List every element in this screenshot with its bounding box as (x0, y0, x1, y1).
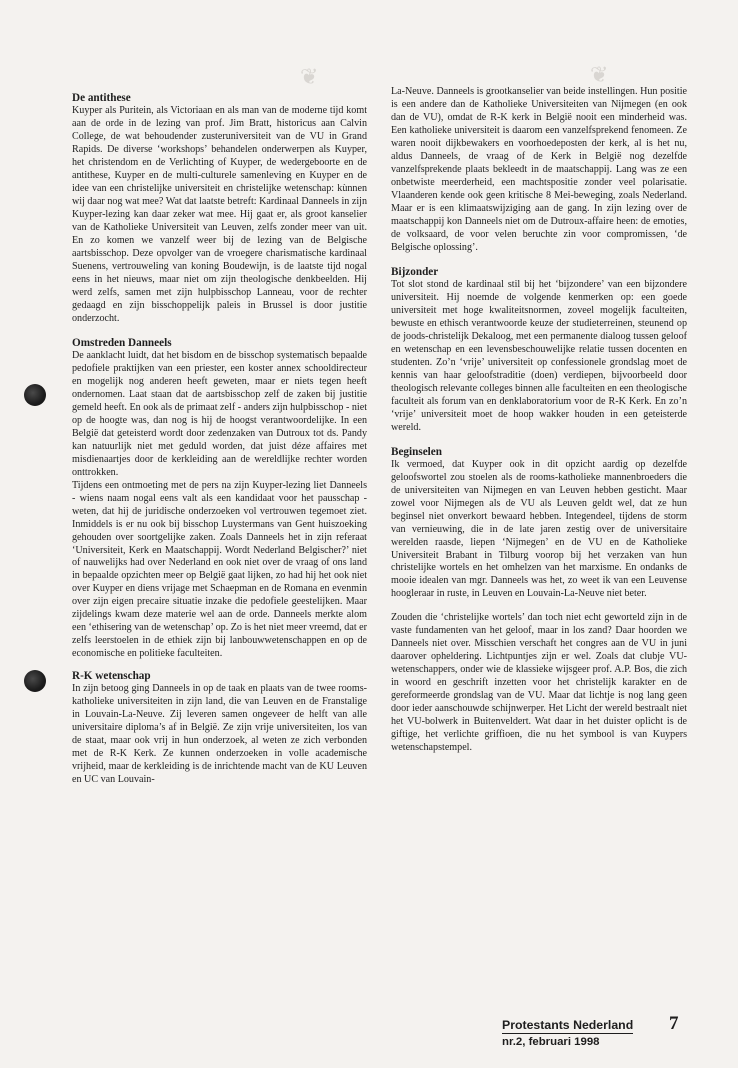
section-heading: Omstreden Danneels (72, 336, 172, 349)
show-through-mark: ❦ (300, 64, 320, 89)
paragraph: Tijdens een ontmoeting met de pers na zijn Kuyper-lezing liet Danneels - wiens naam nogal eens valt als een kandidaat voor het pausschap - weten, dat hij de juridische onderzoeken vol vertrouwen tegemoet ziet. Inmiddels is er nu ook bij bisschop Luystermans van Gent huiszoeking gehouden over soortgelijke zaken. Zoals Danneels het in zijn referaat ‘Universiteit, Kerk en Maatschappij. Wordt Nederland Belgischer?’ niet of nauwelijks had over Nederland en ook niet over de vraag of ons land in bepaalde opzichten meer op België gaat lijken, zo had hij het ook niet over Kuyper en diens vrijage met Schaepman en de Romana en evenmin over zijn eigen precaire situatie inzake die pedofiele geestelijken. Maar zijdelings kwam deze materie wel aan de orde. Danneels merkte alom een ‘ethisering van de wetenschap’ op. Zo is het niet meer vreemd, dat er zelfs leerstoelen in de ethiek zijn bij lanbouwwetenschappen en op de economische en politieke faculteiten. (72, 479, 367, 660)
right-column (391, 86, 687, 755)
paragraph: Zouden die ‘christelijke wortels’ dan toch niet echt geworteld zijn in de vaste fundamenten van het geloof, maar in los zand? Daar hoorden we Danneels niet over. Misschien verschaft het congres aan de VU in juni daarover opheldering. Lichtpuntjes zijn er wel. Zoals dat clubje VU-wetenschappers, onder wie de klassieke wijsgeer prof. A.P. Bos, die zich in woord en geschrift inzetten voor het christelijk karakter en de gereformeerde grondslag van de VU. Maar dat lichtje is nog lang geen door ieder aanschouwde schijnwerper. Het Licht der wereld bestraalt niet het VU-bolwerk in Buitenveldert. Wat daar in het duister oplicht is de giftige, het verlichte griffioen, die nu het symbool is van Kuypers wetenschapstempel. (391, 612, 687, 754)
paragraph: La-Neuve. Danneels is grootkanselier van beide instellingen. Hun positie is een andere dan de Katholieke Universiteiten van Nijmegen (en ook dan de VU), omdat de R-K kerk in België nooit een minderheid was. Een katholieke universiteit is daarom een vanzelfsprekend fenomeen. Ze waren nooit dijkbewakers en voorhoedeposten der kerk, al is het nu, aldus Danneels, de vraag of de Kerk in België nog dezelfde vanzelfsprekende plaats bekleedt in de maatschappij. Lang was ze een onbetwiste meerderheid, een machtspositie zonder veel polarisatie. Vlaanderen kende ook geen kritische 8 Mei-beweging, zoals Nederland. Maar er is een klimaatswijziging aan de gang. In zijn lezing over de maatschappij kon Danneels niet om de Dutroux-affaire heen: de emoties, de volksaard, de voor velen beruchte zin voor compromissen, ‘de Belgische oplossing’. (391, 86, 687, 253)
paragraph: Tot slot stond de kardinaal stil bij het ‘bijzondere’ van een bijzondere universiteit. Hij noemde de volgende kenmerken op: een goede universiteit met hoge kwaliteitsnormen, zoveel mogelijk faculteiten, bewuste en ethisch verantwoorde keuze der studieterreinen, steunend op de joods-christelijk Dekaloog, met een permanente dialoog tussen geloof en wetenschap en een levensbeschouwelijke relatie tussen docenten en studenten. Zo’n ‘vrije’ universiteit op confessionele grondslag moet de kennis van haar geloofstraditie (doen) verdiepen, bijvoorbeeld door theologisch relevante colleges binnen alle faculteiten en een theologische faculteit als forum van en denklaboratorium voor de R-K Kerk. En zo’n ‘vrije’ universiteit moet de hoop wakker houden in een geteisterde wereld. (391, 278, 687, 433)
show-through-mark: ❦ (590, 62, 610, 87)
section-heading: Beginselen (391, 445, 442, 458)
page-number: 7 (669, 1013, 679, 1034)
punch-hole (24, 670, 46, 692)
publication-name: Protestants Nederland (502, 1018, 634, 1032)
paragraph: In zijn betoog ging Danneels in op de taak en plaats van de twee rooms-katholieke universiteiten in zijn land, die van Leuven en de Franstalige in Louvain-La-Neuve. Zij leveren samen ongeveer de helft van alle universitaire diploma’s af in België. Ze zijn vrije universiteiten, los van de staat, maar ook vrij in hun onderzoek, al weten ze zich verbonden met de R-K Kerk. Ze kunnen onderzoeken in volle academische vrijheid, maar de kerkleiding is de inrichtende macht van de KU Leuven en UC van Louvain- (72, 683, 367, 786)
paragraph: Kuyper als Puritein, als Victoriaan en als man van de moderne tijd komt aan de orde in de lezing van prof. Jim Bratt, historicus aan Calvin College, de wat behoudender zusteruniversiteit van de VU in Grand Rapids. De diverse ‘workshops’ behandelen onderwerpen als Kuyper, het christendom en de Verlichting of Kuyper, de wedergeboorte en de antithese, Kuyper en de multi-culturele samenleving en Kuyper en de idee van een christelijke universiteit en christelijke wetenschap: kùnnen wij daar nog wat mee? Wat dat laatste betreft: Kardinaal Danneels in zijn Kuyper-lezing kan daar zeker wat mee. Hij gaat er, als groot kanselier van de Katholieke Universiteit van Leuven, zelfs zonder meer van uit. En zo komen we vanzelf weer bij de lezing van de Belgische aartsbisschop. Deze opvolger van de vroegere charismatische kardinaal Suenens, vertrouweling van koning Boudewijn, is de laatste tijd nogal eens in het nieuws, maar niet om zijn theologische denkbeelden. Hij werd zelfs, samen met zijn hulpbisschop Lanneau, voor de rechter gedaagd en zijn bisschoppelijk paleis in Brussel is door justitie onderzocht. (72, 105, 367, 324)
section-heading: R-K wetenschap (72, 670, 151, 683)
issue-label: nr.2, februari 1998 (502, 1036, 600, 1048)
paragraph: De aanklacht luidt, dat het bisdom en de bisschop systematisch bepaalde pedofiele praktijken van een priester, een koster annex schooldirecteur en mogelijk nog anderen heeft geweten, maar er niets tegen heeft ondernomen. Laat staan dat de aartsbisschop zelf de zaken bij justitie gemeld heeft. En ook als de primaat zelf - anders zijn hulpbisschop - niet op de hoogte was, dan nog is hij de hoogst verantwoordelijke. In een België dat geteisterd wordt door zedenzaken van Dutroux tot ds. Pandy kan natuurlijk niet met geduld worden, dat juist déze affaires met misdienaartjes door de kerkleiding aan de wereldlijke rechter worden onttrokken. (72, 349, 367, 478)
section-heading: Bijzonder (391, 265, 439, 278)
section-heading: De antithese (72, 92, 131, 104)
left-column (72, 92, 367, 787)
punch-hole (24, 384, 46, 406)
paragraph: Ik vermoed, dat Kuyper ook in dit opzicht aardig op dezelfde geloofswortel zou stoelen als de rooms-katholieke mannenbroeders die de universiteiten van Nijmegen en van Leuven hebben gesticht. Maar zowel voor Nijmegen als de VU als Leuven geldt wel, dat ze hun beginsel niet onverkort bewaard hebben. Integendeel, tijdens de storm van vernieuwing, die in de late jaren zestig over de universitaire werelden raasde, liepen ‘Nijmegen’ en de VU en de Katholieke Universiteit Brabant in Tilburg voorop bij het verzaken van hun christelijke wortels en het omhelzen van het marxisme. En ondanks de mooie idealen van mgr. Danneels was het, zo weet ik van een Leuvense hoogleraar in ruste, in Leuven en Louvain-La-Neuve niet beter. (391, 458, 687, 600)
